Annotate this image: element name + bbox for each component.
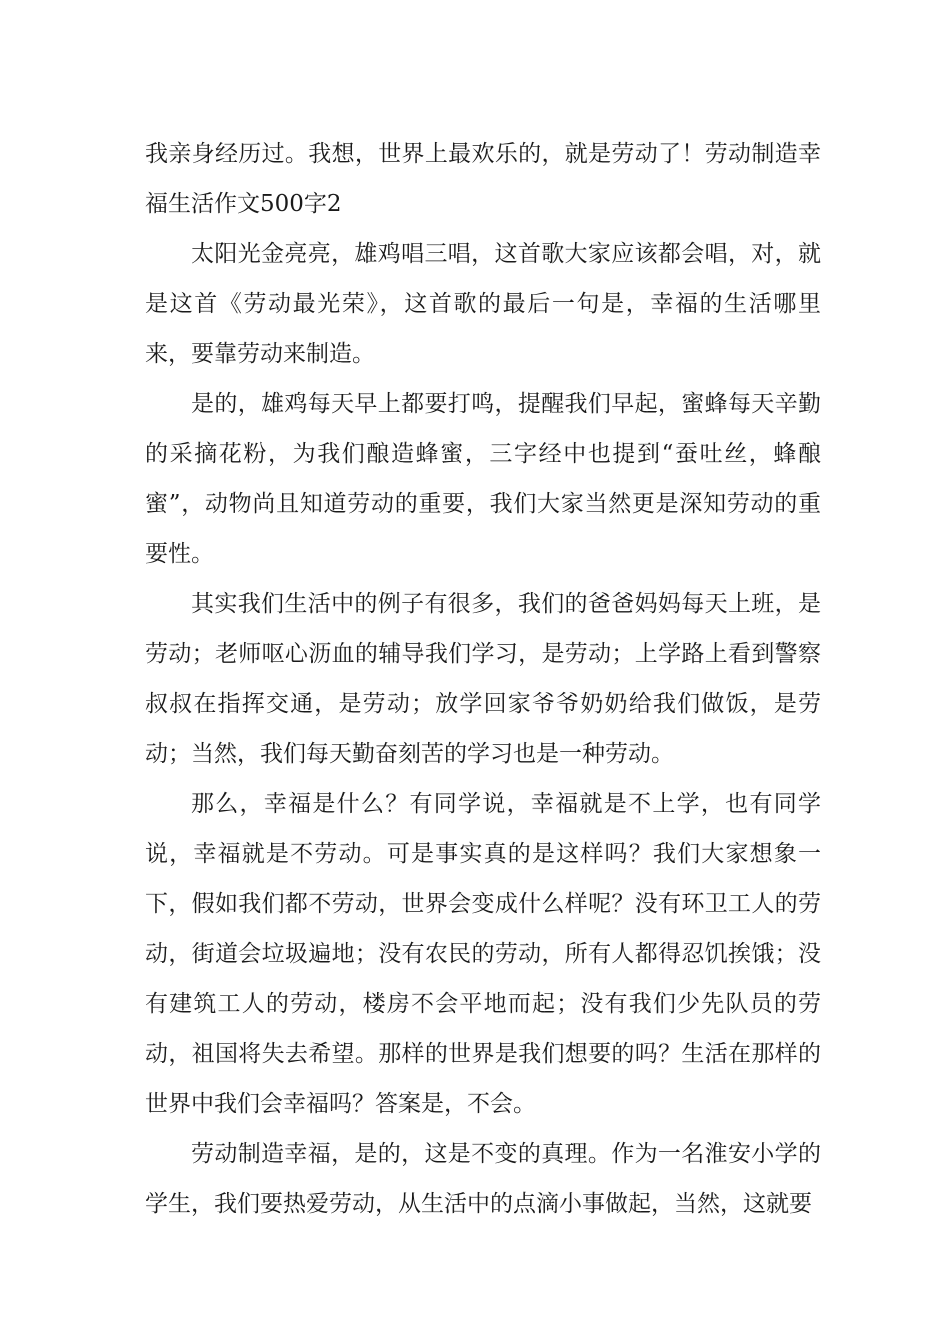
paragraph-what-is-happiness: 那么，幸福是什么？有同学说，幸福就是不上学，也有同学说，幸福就是不劳动。可是事实真的是这样吗？我们大家想象一下，假如我们都不劳动，世界会变成什么样呢？没有环卫工人的劳动，街道会垃圾遍地；没有农民的劳动，所有人都得忍饥挨饿；没有建筑工人的劳动，楼房不会平地而起；没有我们少先队员的劳动，祖国将失去希望。那样的世界是我们想要的吗？生活在那样的世界中我们会幸福吗？答案是，不会。 [145, 791, 821, 1117]
paragraph-animals: 是的，雄鸡每天早上都要打鸣，提醒我们早起，蜜蜂每天辛勤的采摘花粉，为我们酿造蜂蜜，三字经中也提到“蚕吐丝，蜂酿蜜”，动物尚且知道劳动的重要，我们大家当然更是深知劳动的重要性。 [145, 391, 821, 567]
paragraph-song-intro: 太阳光金亮亮，雄鸡唱三唱，这首歌大家应该都会唱，对，就是这首《劳动最光荣》，这首歌的最后一句是，幸福的生活哪里来，要靠劳动来制造。 [145, 241, 821, 367]
document-page [145, 129, 821, 1229]
paragraph-continuation: 我亲身经历过。我想，世界上最欢乐的，就是劳动了！劳动制造幸福生活作文500字2 [145, 141, 821, 217]
paragraph-conclusion: 劳动制造幸福，是的，这是不变的真理。作为一名淮安小学的学生，我们要热爱劳动，从生活中的点滴小事做起，当然，这就要 [145, 1141, 821, 1217]
paragraph-daily-examples: 其实我们生活中的例子有很多，我们的爸爸妈妈每天上班，是劳动；老师呕心沥血的辅导我们学习，是劳动；上学路上看到警察叔叔在指挥交通，是劳动；放学回家爷爷奶奶给我们做饭，是劳动；当然，我们每天勤奋刻苦的学习也是一种劳动。 [145, 591, 821, 767]
